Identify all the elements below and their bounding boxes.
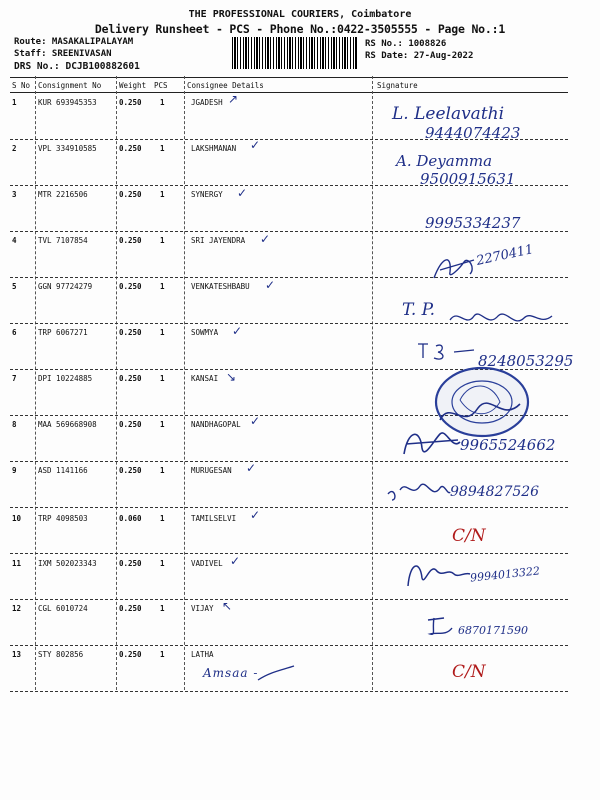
cn-remark: C/N bbox=[452, 662, 486, 682]
row-consignment: MTR 2216506 bbox=[38, 190, 88, 199]
signature-name: L. Leelavathi bbox=[392, 104, 505, 124]
row-consignment: VPL 334910585 bbox=[38, 144, 97, 153]
header-consignment: Consignment No bbox=[38, 81, 102, 90]
row-consignee: SYNERGY bbox=[191, 190, 223, 199]
row-pcs: 1 bbox=[160, 190, 165, 199]
row-separator bbox=[10, 507, 568, 508]
row-consignee: SRI JAYENDRA bbox=[191, 236, 246, 245]
row-weight: 0.060 bbox=[119, 514, 142, 523]
cn-remark: C/N bbox=[452, 526, 486, 546]
row-weight: 0.250 bbox=[119, 190, 142, 199]
column-divider bbox=[184, 76, 185, 690]
row-pcs: 1 bbox=[160, 374, 165, 383]
row-sno: 7 bbox=[12, 374, 17, 383]
staff-label: Staff: SREENIVASAN bbox=[14, 49, 112, 59]
signature-scribble bbox=[384, 472, 454, 506]
row-pcs: 1 bbox=[160, 466, 165, 475]
signature-scribble bbox=[424, 614, 456, 640]
drs-number: DRS No.: DCJB100882601 bbox=[14, 61, 140, 72]
row-sno: 13 bbox=[12, 650, 22, 659]
rs-date: RS Date: 27-Aug-2022 bbox=[365, 51, 474, 61]
column-divider bbox=[372, 76, 373, 690]
row-sno: 6 bbox=[12, 328, 17, 337]
row-sno: 12 bbox=[12, 604, 22, 613]
row-pcs: 1 bbox=[160, 98, 165, 107]
signature-scribble bbox=[448, 306, 558, 330]
row-pcs: 1 bbox=[160, 420, 165, 429]
row-weight: 0.250 bbox=[119, 420, 142, 429]
table-top-rule bbox=[10, 77, 568, 78]
signature-phone: 9995334237 bbox=[425, 214, 521, 232]
barcode bbox=[232, 37, 357, 69]
check-mark-icon: ↘ bbox=[226, 370, 237, 384]
check-mark-icon: ✓ bbox=[250, 414, 261, 428]
row-weight: 0.250 bbox=[119, 236, 142, 245]
row-separator bbox=[10, 461, 568, 462]
route-label: Route: MASAKALIPALAYAM bbox=[14, 37, 134, 47]
row-sno: 2 bbox=[12, 144, 17, 153]
header-pcs: PCS bbox=[154, 81, 168, 90]
row-pcs: 1 bbox=[160, 650, 165, 659]
check-mark-icon: ✓ bbox=[250, 138, 261, 152]
column-divider bbox=[35, 76, 36, 690]
signature-phone: 9965524662 bbox=[460, 436, 556, 454]
row-consignment: TVL 7107854 bbox=[38, 236, 88, 245]
row-weight: 0.250 bbox=[119, 604, 142, 613]
check-mark-icon: ↖ bbox=[222, 599, 233, 613]
row-weight: 0.250 bbox=[119, 98, 142, 107]
row-weight: 0.250 bbox=[119, 144, 142, 153]
header-weight: Weight bbox=[119, 81, 147, 90]
signature-name: A. Deyamma bbox=[396, 152, 493, 170]
check-mark-icon: ↗ bbox=[228, 92, 239, 106]
row-consignee: VENKATESHBABU bbox=[191, 282, 250, 291]
row-consignee: JGADESH bbox=[191, 98, 223, 107]
signature-phone: 6870171590 bbox=[458, 624, 528, 637]
row-consignment: CGL 6010724 bbox=[38, 604, 88, 613]
row-pcs: 1 bbox=[160, 559, 165, 568]
check-mark-icon: ✓ bbox=[265, 278, 276, 292]
header-signature: Signature bbox=[377, 81, 418, 90]
header-consignee: Consignee Details bbox=[187, 81, 264, 90]
signature-phone: 8248053295 bbox=[478, 352, 574, 370]
company-title: THE PROFESSIONAL COURIERS, Coimbatore bbox=[188, 9, 412, 20]
row-pcs: 1 bbox=[160, 604, 165, 613]
row-weight: 0.250 bbox=[119, 328, 142, 337]
signature-name: T. P. bbox=[402, 300, 436, 320]
column-divider bbox=[116, 76, 117, 690]
row-weight: 0.250 bbox=[119, 559, 142, 568]
row-consignment: KUR 693945353 bbox=[38, 98, 97, 107]
row-consignee: KANSAI bbox=[191, 374, 219, 383]
row-pcs: 1 bbox=[160, 328, 165, 337]
row-consignee: LATHA bbox=[191, 650, 214, 659]
signature-phone: 9444074423 bbox=[425, 124, 521, 142]
row-consignee: TAMILSELVI bbox=[191, 514, 237, 523]
handwritten-note: Amsaa - bbox=[203, 666, 259, 680]
row-separator bbox=[10, 599, 568, 600]
row-pcs: 1 bbox=[160, 282, 165, 291]
runsheet-subtitle: Delivery Runsheet - PCS - Phone No.:0422-3505555 - Page No.:1 bbox=[94, 22, 506, 36]
row-sno: 4 bbox=[12, 236, 17, 245]
row-consignment: STY 802856 bbox=[38, 650, 84, 659]
signature-scribble bbox=[402, 556, 474, 592]
signature-phone: 9994013322 bbox=[469, 564, 541, 585]
row-sno: 5 bbox=[12, 282, 17, 291]
row-consignment: TRP 6067271 bbox=[38, 328, 88, 337]
check-mark-icon: ✓ bbox=[250, 508, 261, 522]
row-pcs: 1 bbox=[160, 236, 165, 245]
signature-scribble bbox=[256, 664, 296, 684]
row-sno: 9 bbox=[12, 466, 17, 475]
check-mark-icon: ✓ bbox=[246, 461, 257, 475]
row-separator bbox=[10, 553, 568, 554]
signature-phone: 9500915631 bbox=[420, 170, 516, 188]
row-sno: 3 bbox=[12, 190, 17, 199]
row-consignment: DPI 10224885 bbox=[38, 374, 93, 383]
row-sno: 8 bbox=[12, 420, 17, 429]
row-consignment: TRP 4098503 bbox=[38, 514, 88, 523]
row-sno: 1 bbox=[12, 98, 17, 107]
row-weight: 0.250 bbox=[119, 374, 142, 383]
row-consignment: MAA 569668908 bbox=[38, 420, 97, 429]
check-mark-icon: ✓ bbox=[237, 186, 248, 200]
row-pcs: 1 bbox=[160, 144, 165, 153]
row-separator bbox=[10, 691, 568, 692]
signature-phone: 9894827526 bbox=[450, 484, 540, 500]
check-mark-icon: ✓ bbox=[230, 554, 241, 568]
row-pcs: 1 bbox=[160, 514, 165, 523]
row-weight: 0.250 bbox=[119, 650, 142, 659]
table-header-rule bbox=[10, 92, 568, 93]
signature-scribble bbox=[398, 424, 468, 464]
row-consignee: MURUGESAN bbox=[191, 466, 232, 475]
row-consignee: SOWMYA bbox=[191, 328, 219, 337]
row-consignment: IXM 502023343 bbox=[38, 559, 97, 568]
row-sno: 11 bbox=[12, 559, 22, 568]
row-consignee: VADIVEL bbox=[191, 559, 223, 568]
row-separator bbox=[10, 645, 568, 646]
row-weight: 0.250 bbox=[119, 282, 142, 291]
check-mark-icon: ✓ bbox=[232, 324, 243, 338]
row-consignee: NANDHAGOPAL bbox=[191, 420, 241, 429]
row-consignment: ASD 1141166 bbox=[38, 466, 88, 475]
signature-phone: 2270411 bbox=[475, 242, 535, 269]
row-weight: 0.250 bbox=[119, 466, 142, 475]
row-sno: 10 bbox=[12, 514, 22, 523]
row-consignment: GGN 97724279 bbox=[38, 282, 93, 291]
header-sno: S No bbox=[12, 81, 31, 90]
row-consignee: VIJAY bbox=[191, 604, 214, 613]
row-consignee: LAKSHMANAN bbox=[191, 144, 237, 153]
rs-number: RS No.: 1008826 bbox=[365, 39, 447, 49]
check-mark-icon: ✓ bbox=[260, 232, 271, 246]
